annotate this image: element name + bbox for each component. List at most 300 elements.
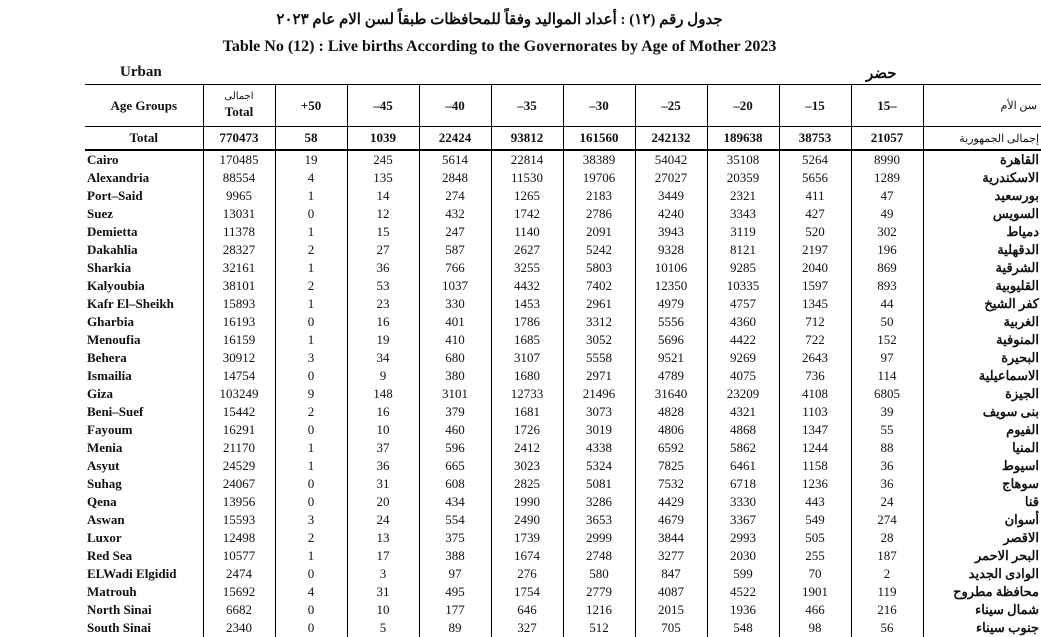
- value-cell: 712: [779, 313, 851, 331]
- table-row: [85, 331, 1041, 349]
- governorate-name: Demietta: [87, 224, 138, 239]
- value-cell: 1: [275, 547, 347, 565]
- total-header-english: Total: [224, 103, 254, 119]
- value-cell: 6718: [707, 475, 779, 493]
- value-cell: 1140: [491, 223, 563, 241]
- governorate-name-arabic: اسيوط: [923, 457, 1041, 475]
- governorate-name: Ismailia: [87, 368, 132, 383]
- value-cell: 24: [347, 511, 419, 529]
- value-cell: 2197: [779, 241, 851, 259]
- value-cell: 5324: [563, 457, 635, 475]
- governorate-name-arabic: الوادى الجديد: [923, 565, 1041, 583]
- value-cell: 3449: [635, 187, 707, 205]
- value-cell: 1347: [779, 421, 851, 439]
- value-cell: 302: [851, 223, 923, 241]
- total-header: [203, 85, 275, 127]
- value-cell: 19: [275, 150, 347, 169]
- value-cell: 152: [851, 331, 923, 349]
- value-cell: 2030: [707, 547, 779, 565]
- header-row: [85, 85, 1041, 127]
- governorate-name-arabic: سوهاج: [923, 475, 1041, 493]
- value-cell: 170485: [203, 150, 275, 169]
- value-cell: 2643: [779, 349, 851, 367]
- value-cell: 4: [275, 583, 347, 601]
- value-cell: 1990: [491, 493, 563, 511]
- table-row: [85, 150, 1041, 169]
- governorate-name: Sharkia: [87, 260, 132, 275]
- value-cell: 330: [419, 295, 491, 313]
- value-cell: 50: [851, 313, 923, 331]
- value-cell: 3101: [419, 385, 491, 403]
- value-cell: 2993: [707, 529, 779, 547]
- total-row-label: Total: [85, 127, 203, 151]
- value-cell: 0: [275, 421, 347, 439]
- value-cell: 375: [419, 529, 491, 547]
- value-cell: 14: [347, 187, 419, 205]
- value-cell: 6461: [707, 457, 779, 475]
- age-groups-header: Age Groups: [85, 85, 203, 127]
- value-cell: 1: [275, 439, 347, 457]
- value-cell: 427: [779, 205, 851, 223]
- total-cell: 58: [275, 127, 347, 151]
- value-cell: 10: [347, 421, 419, 439]
- value-cell: 15: [347, 223, 419, 241]
- value-cell: 3: [347, 565, 419, 583]
- value-cell: 4321: [707, 403, 779, 421]
- table-row: [85, 259, 1041, 277]
- value-cell: 3277: [635, 547, 707, 565]
- value-cell: 44: [851, 295, 923, 313]
- value-cell: 4432: [491, 277, 563, 295]
- value-cell: 24067: [203, 475, 275, 493]
- value-cell: 1597: [779, 277, 851, 295]
- value-cell: 1158: [779, 457, 851, 475]
- value-cell: 98: [779, 619, 851, 637]
- value-cell: 1236: [779, 475, 851, 493]
- value-cell: 17: [347, 547, 419, 565]
- table-row: [85, 385, 1041, 403]
- governorate-name-arabic: جنوب سيناء: [923, 619, 1041, 637]
- value-cell: 1244: [779, 439, 851, 457]
- governorate-name-arabic: الغربية: [923, 313, 1041, 331]
- governorate-name: Red Sea: [87, 548, 133, 563]
- value-cell: 5: [347, 619, 419, 637]
- value-cell: 1685: [491, 331, 563, 349]
- value-cell: 135: [347, 169, 419, 187]
- value-cell: 1103: [779, 403, 851, 421]
- value-cell: 9269: [707, 349, 779, 367]
- value-cell: 6592: [635, 439, 707, 457]
- value-cell: 3019: [563, 421, 635, 439]
- value-cell: 148: [347, 385, 419, 403]
- total-cell: 189638: [707, 127, 779, 151]
- value-cell: 4429: [635, 493, 707, 511]
- governorate-name: Behera: [87, 350, 127, 365]
- value-cell: 596: [419, 439, 491, 457]
- governorate-name: ELWadi Elgidid: [87, 566, 177, 581]
- value-cell: 3943: [635, 223, 707, 241]
- value-cell: 255: [779, 547, 851, 565]
- value-cell: 35108: [707, 150, 779, 169]
- value-cell: 187: [851, 547, 923, 565]
- table-row: [85, 169, 1041, 187]
- value-cell: 520: [779, 223, 851, 241]
- value-cell: 1289: [851, 169, 923, 187]
- total-cell: 1039: [347, 127, 419, 151]
- value-cell: 37: [347, 439, 419, 457]
- value-cell: 2015: [635, 601, 707, 619]
- value-cell: 19706: [563, 169, 635, 187]
- title-arabic: جدول رقم (١٢) : أعداد المواليد وفقاً للمحافظات طبقاً لسن الام عام ٢٠٢٣: [276, 12, 723, 28]
- table-row: [85, 511, 1041, 529]
- total-cell: 21057: [851, 127, 923, 151]
- governorate-name: Suhag: [87, 476, 122, 491]
- governorate-name: Gharbia: [87, 314, 134, 329]
- governorate-name-arabic: قنا: [923, 493, 1041, 511]
- value-cell: 460: [419, 421, 491, 439]
- value-cell: 5558: [563, 349, 635, 367]
- value-cell: 216: [851, 601, 923, 619]
- value-cell: 27: [347, 241, 419, 259]
- value-cell: 4679: [635, 511, 707, 529]
- value-cell: 1: [275, 331, 347, 349]
- governorate-name: Alexandria: [87, 170, 150, 185]
- value-cell: 3844: [635, 529, 707, 547]
- value-cell: 10335: [707, 277, 779, 295]
- table-row: [85, 583, 1041, 601]
- value-cell: 3: [275, 511, 347, 529]
- governorate-name-arabic: الشرقية: [923, 259, 1041, 277]
- value-cell: 88: [851, 439, 923, 457]
- governorate-name-arabic: شمال سيناء: [923, 601, 1041, 619]
- value-cell: 97: [851, 349, 923, 367]
- table-row: [85, 421, 1041, 439]
- value-cell: 1901: [779, 583, 851, 601]
- value-cell: 21496: [563, 385, 635, 403]
- value-cell: 3330: [707, 493, 779, 511]
- table-row: [85, 601, 1041, 619]
- governorate-name-arabic: الاقصر: [923, 529, 1041, 547]
- value-cell: 2091: [563, 223, 635, 241]
- value-cell: 4828: [635, 403, 707, 421]
- value-cell: 1742: [491, 205, 563, 223]
- value-cell: 16: [347, 403, 419, 421]
- value-cell: 247: [419, 223, 491, 241]
- value-cell: 0: [275, 493, 347, 511]
- total-row-label-arabic: إجمالى الجمهورية: [923, 127, 1041, 151]
- governorate-name-arabic: الدقهلية: [923, 241, 1041, 259]
- value-cell: 2999: [563, 529, 635, 547]
- governorate-name-arabic: السويس: [923, 205, 1041, 223]
- governorate-name-arabic: محافظة مطروح: [923, 583, 1041, 601]
- col-header: +50: [275, 85, 347, 127]
- total-cell: 770473: [203, 127, 275, 151]
- age-header-arabic: سن الأم: [923, 85, 1041, 127]
- value-cell: 36: [347, 259, 419, 277]
- value-cell: 5862: [707, 439, 779, 457]
- governorate-name: Asyut: [87, 458, 120, 473]
- value-cell: 5081: [563, 475, 635, 493]
- value-cell: 89: [419, 619, 491, 637]
- total-row: [85, 127, 1041, 151]
- value-cell: 3119: [707, 223, 779, 241]
- governorate-name: Matrouh: [87, 584, 137, 599]
- value-cell: 2474: [203, 565, 275, 583]
- value-cell: 16291: [203, 421, 275, 439]
- table-row: [85, 619, 1041, 637]
- value-cell: 9: [275, 385, 347, 403]
- value-cell: 23209: [707, 385, 779, 403]
- value-cell: 3255: [491, 259, 563, 277]
- table-row: [85, 403, 1041, 421]
- value-cell: 2: [275, 241, 347, 259]
- col-header: –45: [347, 85, 419, 127]
- value-cell: 2: [851, 565, 923, 583]
- value-cell: 21170: [203, 439, 275, 457]
- value-cell: 7825: [635, 457, 707, 475]
- value-cell: 276: [491, 565, 563, 583]
- value-cell: 1: [275, 223, 347, 241]
- col-header: –15: [779, 85, 851, 127]
- governorate-name-arabic: القاهرة: [923, 150, 1041, 169]
- table-row: [85, 187, 1041, 205]
- value-cell: 2825: [491, 475, 563, 493]
- value-cell: 13956: [203, 493, 275, 511]
- total-cell: 38753: [779, 127, 851, 151]
- value-cell: 3073: [563, 403, 635, 421]
- value-cell: 443: [779, 493, 851, 511]
- value-cell: 15593: [203, 511, 275, 529]
- value-cell: 30912: [203, 349, 275, 367]
- value-cell: 114: [851, 367, 923, 385]
- table-row: [85, 223, 1041, 241]
- value-cell: 119: [851, 583, 923, 601]
- value-cell: 327: [491, 619, 563, 637]
- value-cell: 28327: [203, 241, 275, 259]
- value-cell: 103249: [203, 385, 275, 403]
- governorate-name-arabic: الاسماعيلية: [923, 367, 1041, 385]
- value-cell: 4789: [635, 367, 707, 385]
- value-cell: 736: [779, 367, 851, 385]
- value-cell: 36: [851, 475, 923, 493]
- value-cell: 5656: [779, 169, 851, 187]
- value-cell: 599: [707, 565, 779, 583]
- value-cell: 47: [851, 187, 923, 205]
- col-header: –25: [635, 85, 707, 127]
- value-cell: 5242: [563, 241, 635, 259]
- value-cell: 3: [275, 349, 347, 367]
- table-row: [85, 205, 1041, 223]
- col-header: –35: [491, 85, 563, 127]
- value-cell: 4422: [707, 331, 779, 349]
- col-header: –40: [419, 85, 491, 127]
- value-cell: 14754: [203, 367, 275, 385]
- value-cell: 1681: [491, 403, 563, 421]
- value-cell: 16193: [203, 313, 275, 331]
- value-cell: 1680: [491, 367, 563, 385]
- value-cell: 0: [275, 601, 347, 619]
- col-header: –30: [563, 85, 635, 127]
- value-cell: 8121: [707, 241, 779, 259]
- value-cell: 2321: [707, 187, 779, 205]
- table-row: [85, 529, 1041, 547]
- governorate-name: Kalyoubia: [87, 278, 145, 293]
- section-label-arabic: حضر: [866, 66, 897, 82]
- value-cell: 3367: [707, 511, 779, 529]
- value-cell: 2412: [491, 439, 563, 457]
- governorate-name-arabic: البحر الاحمر: [923, 547, 1041, 565]
- value-cell: 5264: [779, 150, 851, 169]
- total-cell: 161560: [563, 127, 635, 151]
- value-cell: 4868: [707, 421, 779, 439]
- value-cell: 5556: [635, 313, 707, 331]
- governorate-name-arabic: القليوبية: [923, 277, 1041, 295]
- value-cell: 2183: [563, 187, 635, 205]
- value-cell: 3107: [491, 349, 563, 367]
- value-cell: 54042: [635, 150, 707, 169]
- value-cell: 4108: [779, 385, 851, 403]
- value-cell: 55: [851, 421, 923, 439]
- value-cell: 1: [275, 187, 347, 205]
- value-cell: 1739: [491, 529, 563, 547]
- value-cell: 9965: [203, 187, 275, 205]
- section-label-english: Urban: [120, 64, 162, 80]
- governorate-name: Dakahlia: [87, 242, 138, 257]
- governorate-name: Cairo: [87, 152, 119, 167]
- value-cell: 10106: [635, 259, 707, 277]
- value-cell: 388: [419, 547, 491, 565]
- value-cell: 11378: [203, 223, 275, 241]
- governorate-name: Menia: [87, 440, 123, 455]
- governorate-name: Giza: [87, 386, 113, 401]
- value-cell: 1216: [563, 601, 635, 619]
- value-cell: 10: [347, 601, 419, 619]
- value-cell: 549: [779, 511, 851, 529]
- value-cell: 2748: [563, 547, 635, 565]
- value-cell: 3343: [707, 205, 779, 223]
- governorate-name-arabic: الاسكندرية: [923, 169, 1041, 187]
- value-cell: 2: [275, 403, 347, 421]
- value-cell: 274: [851, 511, 923, 529]
- table-row: [85, 547, 1041, 565]
- value-cell: 554: [419, 511, 491, 529]
- value-cell: 4360: [707, 313, 779, 331]
- value-cell: 466: [779, 601, 851, 619]
- governorate-name: Aswan: [87, 512, 125, 527]
- value-cell: 15442: [203, 403, 275, 421]
- value-cell: 0: [275, 565, 347, 583]
- value-cell: 6682: [203, 601, 275, 619]
- value-cell: 20: [347, 493, 419, 511]
- governorate-name-arabic: دمياط: [923, 223, 1041, 241]
- value-cell: 410: [419, 331, 491, 349]
- births-table: [85, 84, 1041, 637]
- total-header-arabic: اجمالى: [224, 90, 254, 102]
- table-row: [85, 475, 1041, 493]
- value-cell: 0: [275, 205, 347, 223]
- governorate-name: North Sinai: [87, 602, 152, 617]
- value-cell: 196: [851, 241, 923, 259]
- value-cell: 869: [851, 259, 923, 277]
- governorate-name-arabic: كفر الشيخ: [923, 295, 1041, 313]
- value-cell: 401: [419, 313, 491, 331]
- value-cell: 1674: [491, 547, 563, 565]
- total-cell: 242132: [635, 127, 707, 151]
- value-cell: 4757: [707, 295, 779, 313]
- value-cell: 70: [779, 565, 851, 583]
- governorate-name: South Sinai: [87, 620, 151, 635]
- value-cell: 608: [419, 475, 491, 493]
- value-cell: 15692: [203, 583, 275, 601]
- value-cell: 1726: [491, 421, 563, 439]
- value-cell: 53: [347, 277, 419, 295]
- value-cell: 1: [275, 259, 347, 277]
- value-cell: 9328: [635, 241, 707, 259]
- value-cell: 16: [347, 313, 419, 331]
- value-cell: 15893: [203, 295, 275, 313]
- value-cell: 88554: [203, 169, 275, 187]
- value-cell: 9521: [635, 349, 707, 367]
- title-english: Table No (12) : Live births According to the Governorates by Age of Mother 2023: [222, 38, 777, 55]
- value-cell: 6805: [851, 385, 923, 403]
- value-cell: 2971: [563, 367, 635, 385]
- value-cell: 680: [419, 349, 491, 367]
- value-cell: 177: [419, 601, 491, 619]
- value-cell: 1453: [491, 295, 563, 313]
- value-cell: 16159: [203, 331, 275, 349]
- value-cell: 2040: [779, 259, 851, 277]
- value-cell: 705: [635, 619, 707, 637]
- table-row: [85, 493, 1041, 511]
- value-cell: 4338: [563, 439, 635, 457]
- governorate-name-arabic: أسوان: [923, 511, 1041, 529]
- governorate-name: Beni–Suef: [87, 404, 144, 419]
- value-cell: 3312: [563, 313, 635, 331]
- value-cell: 2490: [491, 511, 563, 529]
- value-cell: 587: [419, 241, 491, 259]
- value-cell: 9285: [707, 259, 779, 277]
- governorate-name: Suez: [87, 206, 113, 221]
- value-cell: 1936: [707, 601, 779, 619]
- value-cell: 31640: [635, 385, 707, 403]
- value-cell: 24: [851, 493, 923, 511]
- value-cell: 38389: [563, 150, 635, 169]
- value-cell: 245: [347, 150, 419, 169]
- governorate-name: Kafr El–Sheikh: [87, 296, 174, 311]
- value-cell: 665: [419, 457, 491, 475]
- table-row: [85, 349, 1041, 367]
- value-cell: 2848: [419, 169, 491, 187]
- value-cell: 380: [419, 367, 491, 385]
- value-cell: 3286: [563, 493, 635, 511]
- value-cell: 2779: [563, 583, 635, 601]
- total-cell: 93812: [491, 127, 563, 151]
- value-cell: 0: [275, 367, 347, 385]
- value-cell: 1786: [491, 313, 563, 331]
- value-cell: 4522: [707, 583, 779, 601]
- value-cell: 23: [347, 295, 419, 313]
- value-cell: 766: [419, 259, 491, 277]
- value-cell: 3023: [491, 457, 563, 475]
- value-cell: 10577: [203, 547, 275, 565]
- governorate-name: Luxor: [87, 530, 122, 545]
- value-cell: 19: [347, 331, 419, 349]
- value-cell: 1: [275, 295, 347, 313]
- value-cell: 12350: [635, 277, 707, 295]
- value-cell: 2961: [563, 295, 635, 313]
- value-cell: 8990: [851, 150, 923, 169]
- value-cell: 7532: [635, 475, 707, 493]
